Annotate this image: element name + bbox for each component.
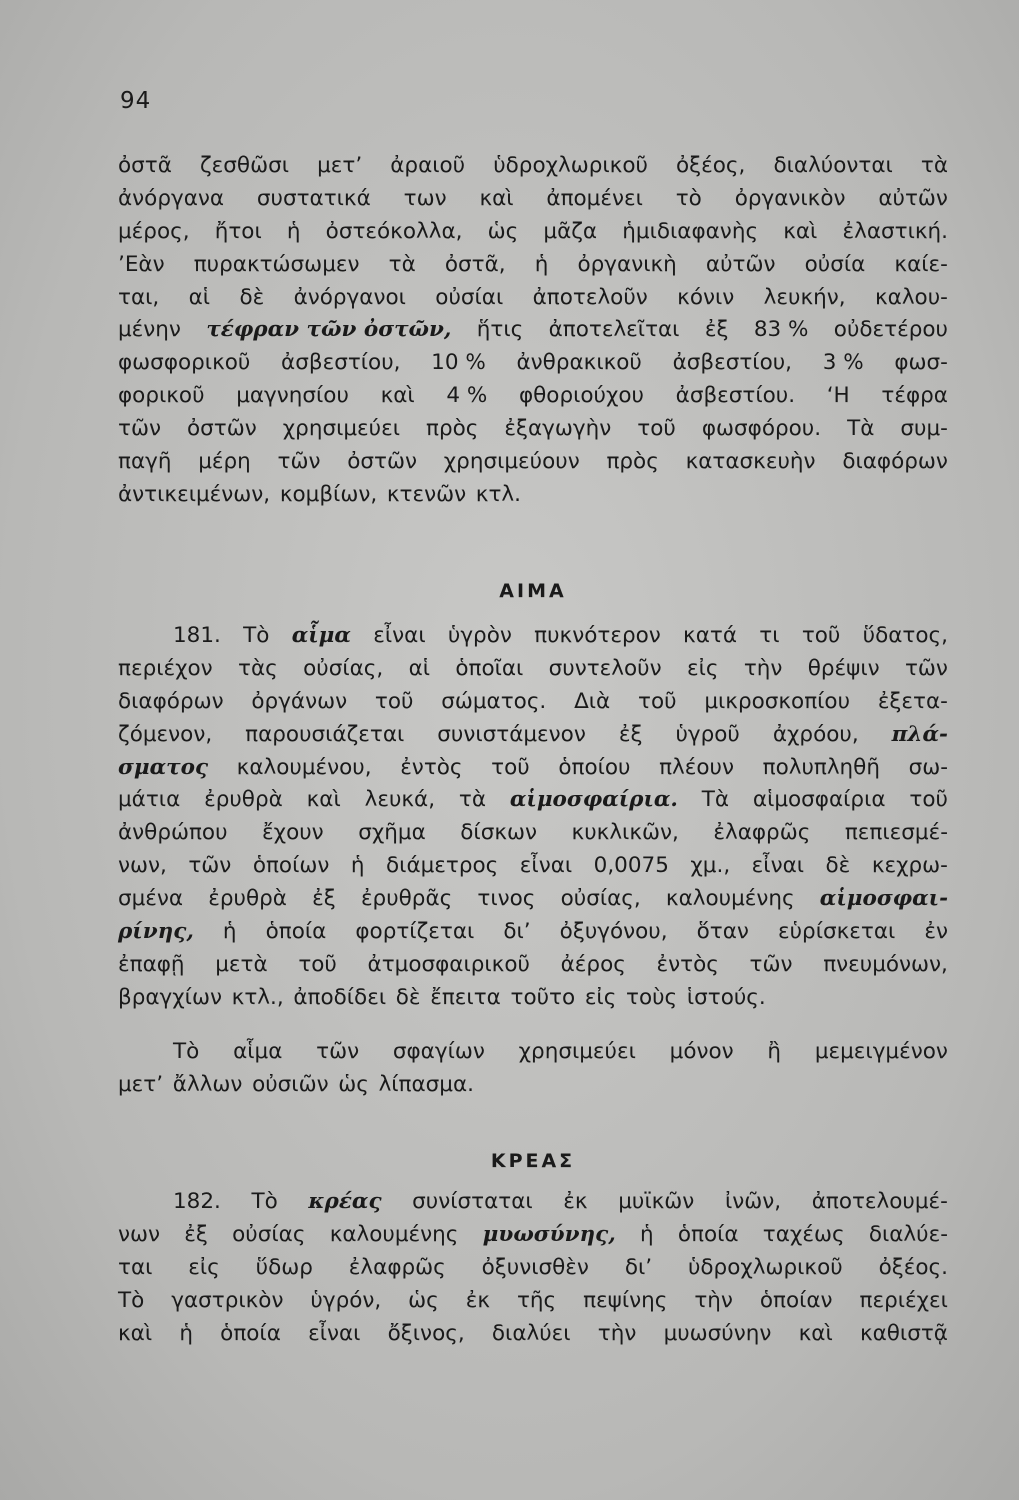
word: ὡς — [338, 1071, 369, 1097]
word: 83 % — [753, 317, 809, 343]
text-line — [118, 883, 948, 916]
word: Τὸ — [251, 1189, 278, 1214]
word: δὲ — [239, 284, 265, 310]
word: ἀέρος — [560, 951, 626, 977]
word: δὲ — [395, 984, 421, 1010]
word: μέρη — [198, 449, 251, 475]
text-line — [118, 1219, 948, 1252]
word: φωσφόρου. — [701, 416, 822, 442]
word: ἡ — [350, 853, 365, 879]
word: εἶναι — [751, 853, 805, 879]
text-line — [118, 446, 948, 479]
word: χρησιμεύει — [518, 1039, 636, 1064]
word: μετ’ — [118, 1071, 164, 1097]
word: θρέψιν — [807, 655, 880, 681]
word: ’Εὰν — [118, 251, 165, 277]
word: ὀστᾶ — [118, 153, 172, 178]
word: 10 % — [431, 350, 486, 376]
word: μαγνησίου — [236, 383, 349, 409]
text-line — [118, 282, 948, 315]
word: εἶναι — [308, 1320, 361, 1346]
word: ὀξυγόνου, — [559, 919, 668, 945]
word: τι — [759, 623, 780, 648]
word: ἱστούς. — [686, 984, 766, 1010]
word: καλου- — [874, 284, 948, 310]
word: κτενῶν — [386, 481, 467, 507]
word: ται — [118, 1254, 153, 1280]
word: ἐξ — [184, 1221, 208, 1247]
word: λευκά, — [364, 787, 436, 813]
word: κτλ. — [475, 481, 521, 507]
word: τοὺς — [626, 984, 678, 1010]
word: ὀργάνων — [251, 688, 348, 714]
word: ἐρυθρᾶς — [360, 886, 453, 912]
word: πεπιεσμέ- — [844, 820, 948, 846]
word: αἱ — [408, 655, 431, 681]
word: σω- — [908, 754, 948, 780]
word: ἀχρόου, — [772, 721, 859, 747]
word: εἰς — [584, 984, 617, 1010]
word: εἶναι — [519, 853, 573, 879]
word: τῶν — [118, 416, 161, 442]
word: Τὸ — [173, 1039, 200, 1064]
word: ἥτις — [476, 317, 524, 343]
word: τὸ — [675, 185, 702, 211]
word: τοῦ — [637, 416, 676, 442]
word: καὶ — [798, 1320, 833, 1346]
word: ἀσβεστίου, — [281, 350, 401, 376]
word: ὑγρόν, — [310, 1287, 382, 1313]
word: ἐπαφῇ — [118, 951, 185, 977]
word: τῶν — [277, 449, 321, 475]
word: ἀποτελεῖται — [548, 317, 680, 343]
word: παγῆ — [118, 449, 172, 475]
word: πρὸς — [606, 449, 659, 475]
emphasized-term: κρέας — [308, 1189, 382, 1214]
word: πρὸς — [426, 416, 479, 442]
word: πυκνότερον — [534, 623, 661, 648]
word: εὑρίσκεται — [777, 919, 896, 945]
word: ἐρυθρὰ — [204, 787, 283, 813]
word: αὐτῶν — [878, 185, 948, 211]
word: εἶναι — [373, 623, 426, 648]
word: χρησιμεύουν — [443, 449, 580, 475]
word: ὁποίων — [252, 853, 330, 879]
text-line — [118, 1186, 948, 1219]
text-line — [118, 949, 948, 982]
word: κυκλικῶν, — [571, 820, 679, 846]
text-line — [118, 413, 948, 446]
word: ἀντικειμένων, — [118, 481, 271, 507]
word: σφαγίων — [392, 1039, 485, 1064]
word: εἰς — [188, 1254, 220, 1280]
word: κτλ., — [231, 984, 284, 1010]
word: μάτια — [118, 787, 181, 813]
word: μυϊκῶν — [618, 1189, 695, 1214]
emphasized-term: αἱμοσφαι- — [819, 886, 948, 912]
word: 0,0075 — [593, 853, 669, 879]
word: ἐκ — [465, 1287, 491, 1313]
word: πνευμόνων, — [823, 951, 948, 977]
word: ὁποία — [220, 1320, 281, 1346]
word: ἀσβεστίου, — [672, 350, 792, 376]
word: κόνιν — [677, 284, 735, 310]
emphasized-term: ρίνης, — [118, 919, 194, 945]
word: ὀστῶν — [186, 416, 257, 442]
word: τῶν — [749, 951, 793, 977]
text-line — [118, 620, 948, 653]
word: ἡ — [179, 1320, 193, 1346]
word: ἡ — [222, 919, 237, 945]
word: των — [403, 185, 447, 211]
word: ἀποδίδει — [293, 984, 387, 1010]
word: ὀργανικὸν — [734, 185, 846, 211]
text-line — [118, 1036, 948, 1069]
word: συνίσταται — [412, 1189, 533, 1214]
text-line — [118, 314, 948, 347]
word: πολυπληθῆ — [762, 754, 880, 780]
text-line — [118, 347, 948, 380]
paragraph-blood-use — [118, 1036, 948, 1102]
word: βραγχίων — [118, 984, 222, 1010]
text-line — [118, 1318, 948, 1351]
word: καὶ — [380, 383, 415, 409]
word: ἐξετα- — [877, 688, 948, 714]
word: καίε- — [894, 251, 948, 277]
word: ἐξ — [704, 317, 729, 343]
word: τοῦτο — [510, 984, 576, 1010]
word: φωσφορικοῦ — [118, 350, 251, 376]
word: ‘Η — [826, 383, 850, 409]
word: φθοριούχου — [518, 383, 644, 409]
word: καλουμένης — [665, 886, 795, 912]
word: τὴν — [597, 1320, 637, 1346]
word: ἀνθρώπου — [118, 820, 228, 846]
word: λίπασμα. — [378, 1071, 474, 1097]
word: ἀπομένει — [546, 185, 643, 211]
word: μυωσύνην — [663, 1320, 772, 1346]
word: ὀστᾶ, — [444, 251, 506, 277]
word: ἐντὸς — [400, 754, 463, 780]
word: Τὰ — [847, 416, 875, 442]
word: πεψίνης — [583, 1287, 668, 1313]
word: ἐξαγωγὴν — [504, 416, 612, 442]
word: τὰ — [920, 153, 948, 178]
word: ἀποτελοῦν — [532, 284, 648, 310]
word: 181. — [173, 623, 221, 648]
word: ἢ — [767, 1039, 782, 1064]
word: τοῦ — [491, 754, 530, 780]
word: χρησιμεύει — [282, 416, 400, 442]
word: συμ- — [900, 416, 948, 442]
word: οὐσίας — [232, 1221, 306, 1247]
word: ἀνθρακικοῦ — [516, 350, 642, 376]
word: σώματος. — [441, 688, 547, 714]
word: περιέχει — [859, 1287, 948, 1313]
word: νων — [118, 1221, 161, 1247]
text-line — [118, 1285, 948, 1318]
word: ὀργανικὴ — [577, 251, 677, 277]
word: καὶ — [479, 185, 514, 211]
word: τέφρα — [881, 383, 948, 409]
word: λευκήν, — [763, 284, 846, 310]
word: περιέχον — [118, 655, 213, 681]
word: διάμετρος — [386, 853, 499, 879]
word: τὴν — [694, 1287, 733, 1313]
word: τινος — [477, 886, 536, 912]
word: ἐκ — [563, 1189, 588, 1214]
word: μένην — [118, 317, 181, 343]
text-line — [118, 1252, 948, 1285]
word: παρουσιάζεται — [245, 721, 405, 747]
word: τῶν — [316, 1039, 360, 1064]
text-line — [118, 817, 948, 850]
word: δι’ — [624, 1254, 653, 1280]
word: τῆς — [516, 1287, 557, 1313]
text-line — [118, 686, 948, 719]
word: πυρακτώσωμεν — [193, 251, 360, 277]
paragraph-blood — [118, 620, 948, 1015]
word: ἀσβεστίου. — [675, 383, 796, 409]
word: ὕδατος, — [862, 623, 948, 648]
word: ἀτμοσφαιρικοῦ — [367, 951, 530, 977]
word: τὰς — [238, 655, 278, 681]
section-heading-blood: ΑΙΜΑ — [499, 580, 567, 602]
word: νων, — [118, 853, 167, 879]
word: διαλύει — [491, 1320, 571, 1346]
word: σχῆμα — [358, 820, 426, 846]
word: αἱμοσφαίρια — [752, 787, 886, 813]
word: ἀνόργανα — [118, 185, 225, 211]
text-line — [118, 719, 948, 752]
text-line — [118, 916, 948, 949]
word: ἡμιδιαφανὴς — [622, 218, 759, 244]
word: κατασκευὴν — [685, 449, 816, 475]
emphasized-term: μυωσύνης, — [482, 1221, 616, 1247]
emphasized-term: πλά- — [891, 721, 948, 747]
word: διαφόρων — [118, 688, 224, 714]
word: οὐσιῶν — [252, 1071, 329, 1097]
word: ὡς — [408, 1287, 439, 1313]
emphasized-term: σματος — [118, 754, 209, 780]
word: κατά — [683, 623, 738, 648]
word: Τὰ — [701, 787, 730, 813]
text-line — [118, 183, 948, 216]
word: ὀστῶν — [347, 449, 418, 475]
word: μετὰ — [215, 951, 268, 977]
word: ὡς — [487, 218, 519, 244]
word: ἔχουν — [262, 820, 324, 846]
word: Τὸ — [118, 1287, 145, 1313]
text-line — [118, 850, 948, 883]
word: ὑδροχλωρικοῦ — [493, 153, 648, 178]
text-line — [118, 150, 948, 183]
word: μετ’ — [317, 153, 363, 178]
word: ὑγροῦ — [675, 721, 740, 747]
word: ἡ — [639, 1221, 654, 1247]
word: ὁποία — [677, 1221, 739, 1247]
word: μικροσκοπίου — [704, 688, 851, 714]
word: τῶν — [904, 655, 948, 681]
text-line — [118, 216, 948, 249]
word: καὶ — [306, 787, 341, 813]
word: 182. — [173, 1189, 221, 1214]
emphasized-term: αἱμοσφαίρια. — [509, 787, 678, 813]
word: 3 % — [822, 350, 864, 376]
word: ἔπειτα — [430, 984, 501, 1010]
word: αἷμα — [233, 1039, 283, 1064]
word: δίσκων — [460, 820, 538, 846]
word: ἐλαφρῶς — [713, 820, 811, 846]
emphasized-term: αἷμα — [291, 623, 351, 648]
word: ἐξ — [618, 721, 643, 747]
word: μεμειγμένον — [814, 1039, 948, 1064]
word: καὶ — [783, 218, 818, 244]
word: ὀξέος. — [878, 1254, 948, 1280]
section-heading-meat: ΚΡΕΑΣ — [490, 1150, 576, 1172]
word: ἤτοι — [214, 218, 262, 244]
text-line — [118, 653, 948, 686]
word: μᾶζα — [543, 218, 598, 244]
word: συντελοῦν — [548, 655, 662, 681]
word: τὴν — [743, 655, 783, 681]
word: ἀποτελουμέ- — [811, 1189, 948, 1214]
word: διαφόρων — [842, 449, 948, 475]
word: καλουμένης — [329, 1221, 459, 1247]
word: πλέουν — [659, 754, 734, 780]
word: οὐσίαι — [435, 284, 504, 310]
word: μέρος, — [118, 218, 190, 244]
word: ὁποία — [265, 919, 327, 945]
paragraph-meat — [118, 1186, 948, 1350]
word: αὐτῶν — [705, 251, 776, 277]
word: ἐλαφρῶς — [348, 1254, 446, 1280]
word: φορικοῦ — [118, 383, 205, 409]
word: φορτίζεται — [355, 919, 475, 945]
word: εἰς — [686, 655, 719, 681]
word: ὁποῖαι — [455, 655, 524, 681]
word: χμ., — [690, 853, 731, 879]
word: συστατικά — [256, 185, 371, 211]
word: ἐντὸς — [656, 951, 719, 977]
word: γαστρικὸν — [171, 1287, 284, 1313]
word: φωσ- — [894, 350, 948, 376]
word: καθιστᾷ — [859, 1320, 948, 1346]
word: τοῦ — [801, 623, 841, 648]
word: οὐδετέρου — [833, 317, 948, 343]
word: οὐσία — [804, 251, 866, 277]
word: καλουμένου, — [236, 754, 372, 780]
word: οὐσίας, — [303, 655, 384, 681]
word: μόνον — [669, 1039, 734, 1064]
word: ἐν — [924, 919, 948, 945]
word: τοῦ — [374, 688, 414, 714]
word: ταχέως — [762, 1221, 845, 1247]
word: ται, — [118, 284, 160, 310]
word: τοῦ — [638, 688, 677, 714]
word: ἐρυθρὰ — [208, 886, 287, 912]
text-line — [118, 380, 948, 413]
word: ὀξυνισθὲν — [481, 1254, 589, 1280]
word: αἱ — [188, 284, 211, 310]
word: ὁποίου — [558, 754, 631, 780]
word: ζεσθῶσι — [199, 153, 289, 178]
paragraph-bones — [118, 150, 948, 512]
word: ἡ — [286, 218, 301, 244]
word: ὑγρὸν — [447, 623, 512, 648]
word: ὅταν — [696, 919, 749, 945]
text-line — [118, 752, 948, 785]
word: τοῦ — [298, 951, 337, 977]
word: Τὸ — [243, 623, 270, 648]
word: κομβίων, — [279, 481, 378, 507]
word: τὰ — [458, 787, 487, 813]
word: ἐξ — [312, 886, 336, 912]
text-line — [118, 784, 948, 817]
word: συνιστάμενον — [437, 721, 586, 747]
text-line — [118, 1069, 948, 1102]
word: ὄξινος, — [387, 1320, 465, 1346]
word: δὲ — [825, 853, 851, 879]
word: ὀξέος, — [676, 153, 746, 178]
word: τοῦ — [909, 787, 948, 813]
word: ἀνόργανοι — [293, 284, 406, 310]
word: τῶν — [188, 853, 232, 879]
text-line — [118, 479, 948, 512]
word: ἄλλων — [172, 1071, 243, 1097]
word: ὑδροχλωρικοῦ — [687, 1254, 843, 1280]
word: καὶ — [118, 1320, 153, 1346]
word: διαλύε- — [868, 1221, 948, 1247]
word: σμένα — [118, 886, 184, 912]
word: ὀστεόκολλα, — [325, 218, 463, 244]
text-line — [118, 982, 948, 1015]
word: Διὰ — [574, 688, 611, 714]
word: ἀραιοῦ — [390, 153, 466, 178]
word: ἐλαστική. — [842, 218, 948, 244]
word: τὰ — [388, 251, 416, 277]
word: ἡ — [534, 251, 549, 277]
word: ὁποίαν — [759, 1287, 833, 1313]
text-line — [118, 249, 948, 282]
word: ζόμενον, — [118, 721, 213, 747]
word: κεχρω- — [871, 853, 948, 879]
word: δι’ — [503, 919, 531, 945]
word: ἰνῶν, — [724, 1189, 782, 1214]
word: ὕδωρ — [255, 1254, 313, 1280]
page-number: 94 — [120, 88, 152, 114]
emphasized-term: τέφραν τῶν ὀστῶν, — [206, 317, 452, 343]
word: διαλύονται — [773, 153, 893, 178]
word: 4 % — [446, 383, 488, 409]
word: οὐσίας, — [560, 886, 641, 912]
